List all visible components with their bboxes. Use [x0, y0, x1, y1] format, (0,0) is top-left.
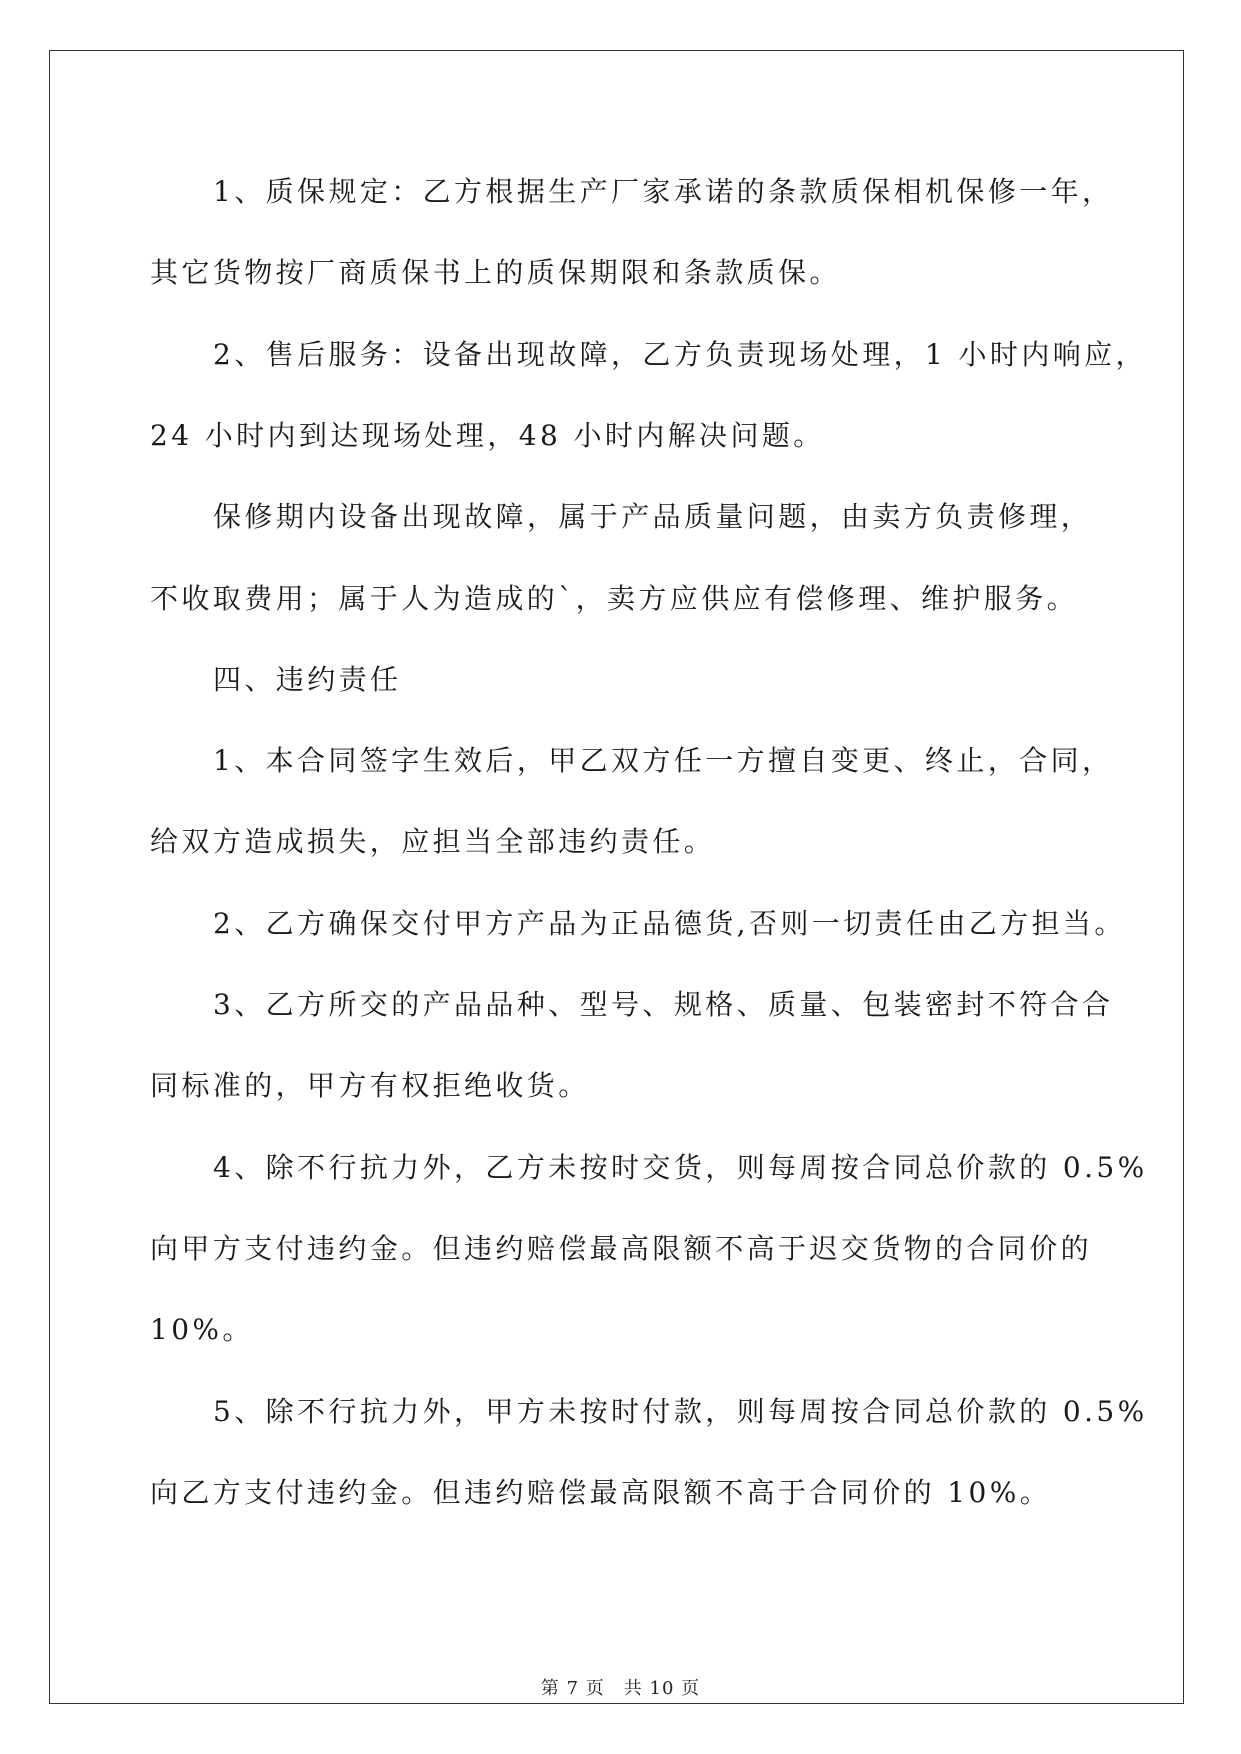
page-number-footer: 第 7 页 共 10 页 [540, 1678, 701, 1699]
page-border [49, 50, 1184, 1704]
